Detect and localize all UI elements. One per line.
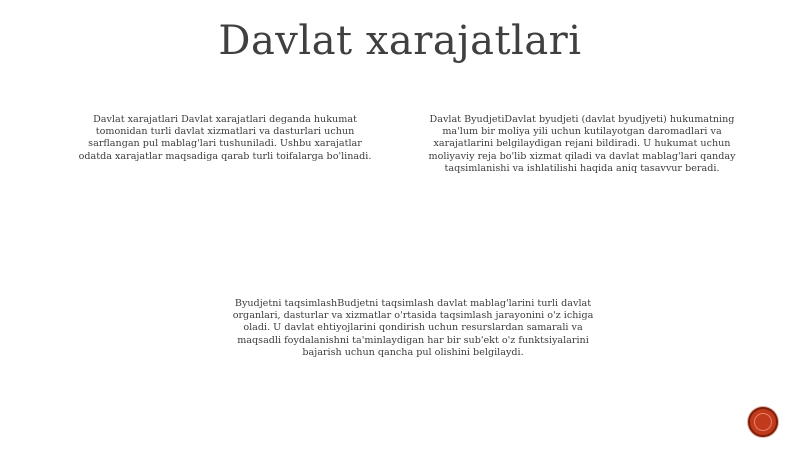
slide-title: Davlat xarajatlari xyxy=(218,18,582,64)
text-block-davlat-xarajatlari: Davlat xarajatlari Davlat xarajatlari deganda hukumat tomonidan turli davlat xizmatlari va dasturlari uchun sarflangan pul mablag'lari tushuniladi. Ushbu xarajatlar odatda xarajatlar maqsadiga qarab turli toifalarga bo'linadi. xyxy=(78,114,372,162)
text-block-davlat-byudjeti: Davlat ByudjetiDavlat byudjeti (davlat byudjyeti) hukumatning ma'lum bir moliya yili uchun kutilayotgan daromadlari va xarajatlarini belgilaydigan rejani bildiradi. U hukumat uchun moliyaviy reja bo'lib xizmat qiladi va davlat mablag'lari qanday taqsimlanishi va ishlatilishi haqida aniq tasavvur beradi. xyxy=(428,114,736,174)
circle-button-inner-ring xyxy=(754,413,772,431)
circle-button-icon[interactable] xyxy=(748,407,778,437)
text-block-byudjetni-taqsimlash: Byudjetni taqsimlashBudjetni taqsimlash davlat mablag'larini turli davlat organlari, dasturlar va xizmatlar o'rtasida taqsimlash jarayonini o'z ichiga oladi. U davlat ehtiyojlarini qondirish uchun resurslardan samarali va maqsadli foydalanishni ta'minlaydigan har bir sub'ekt o'z funktsiyalarini bajarish uchun qancha pul olishini belgilaydi. xyxy=(232,298,594,358)
